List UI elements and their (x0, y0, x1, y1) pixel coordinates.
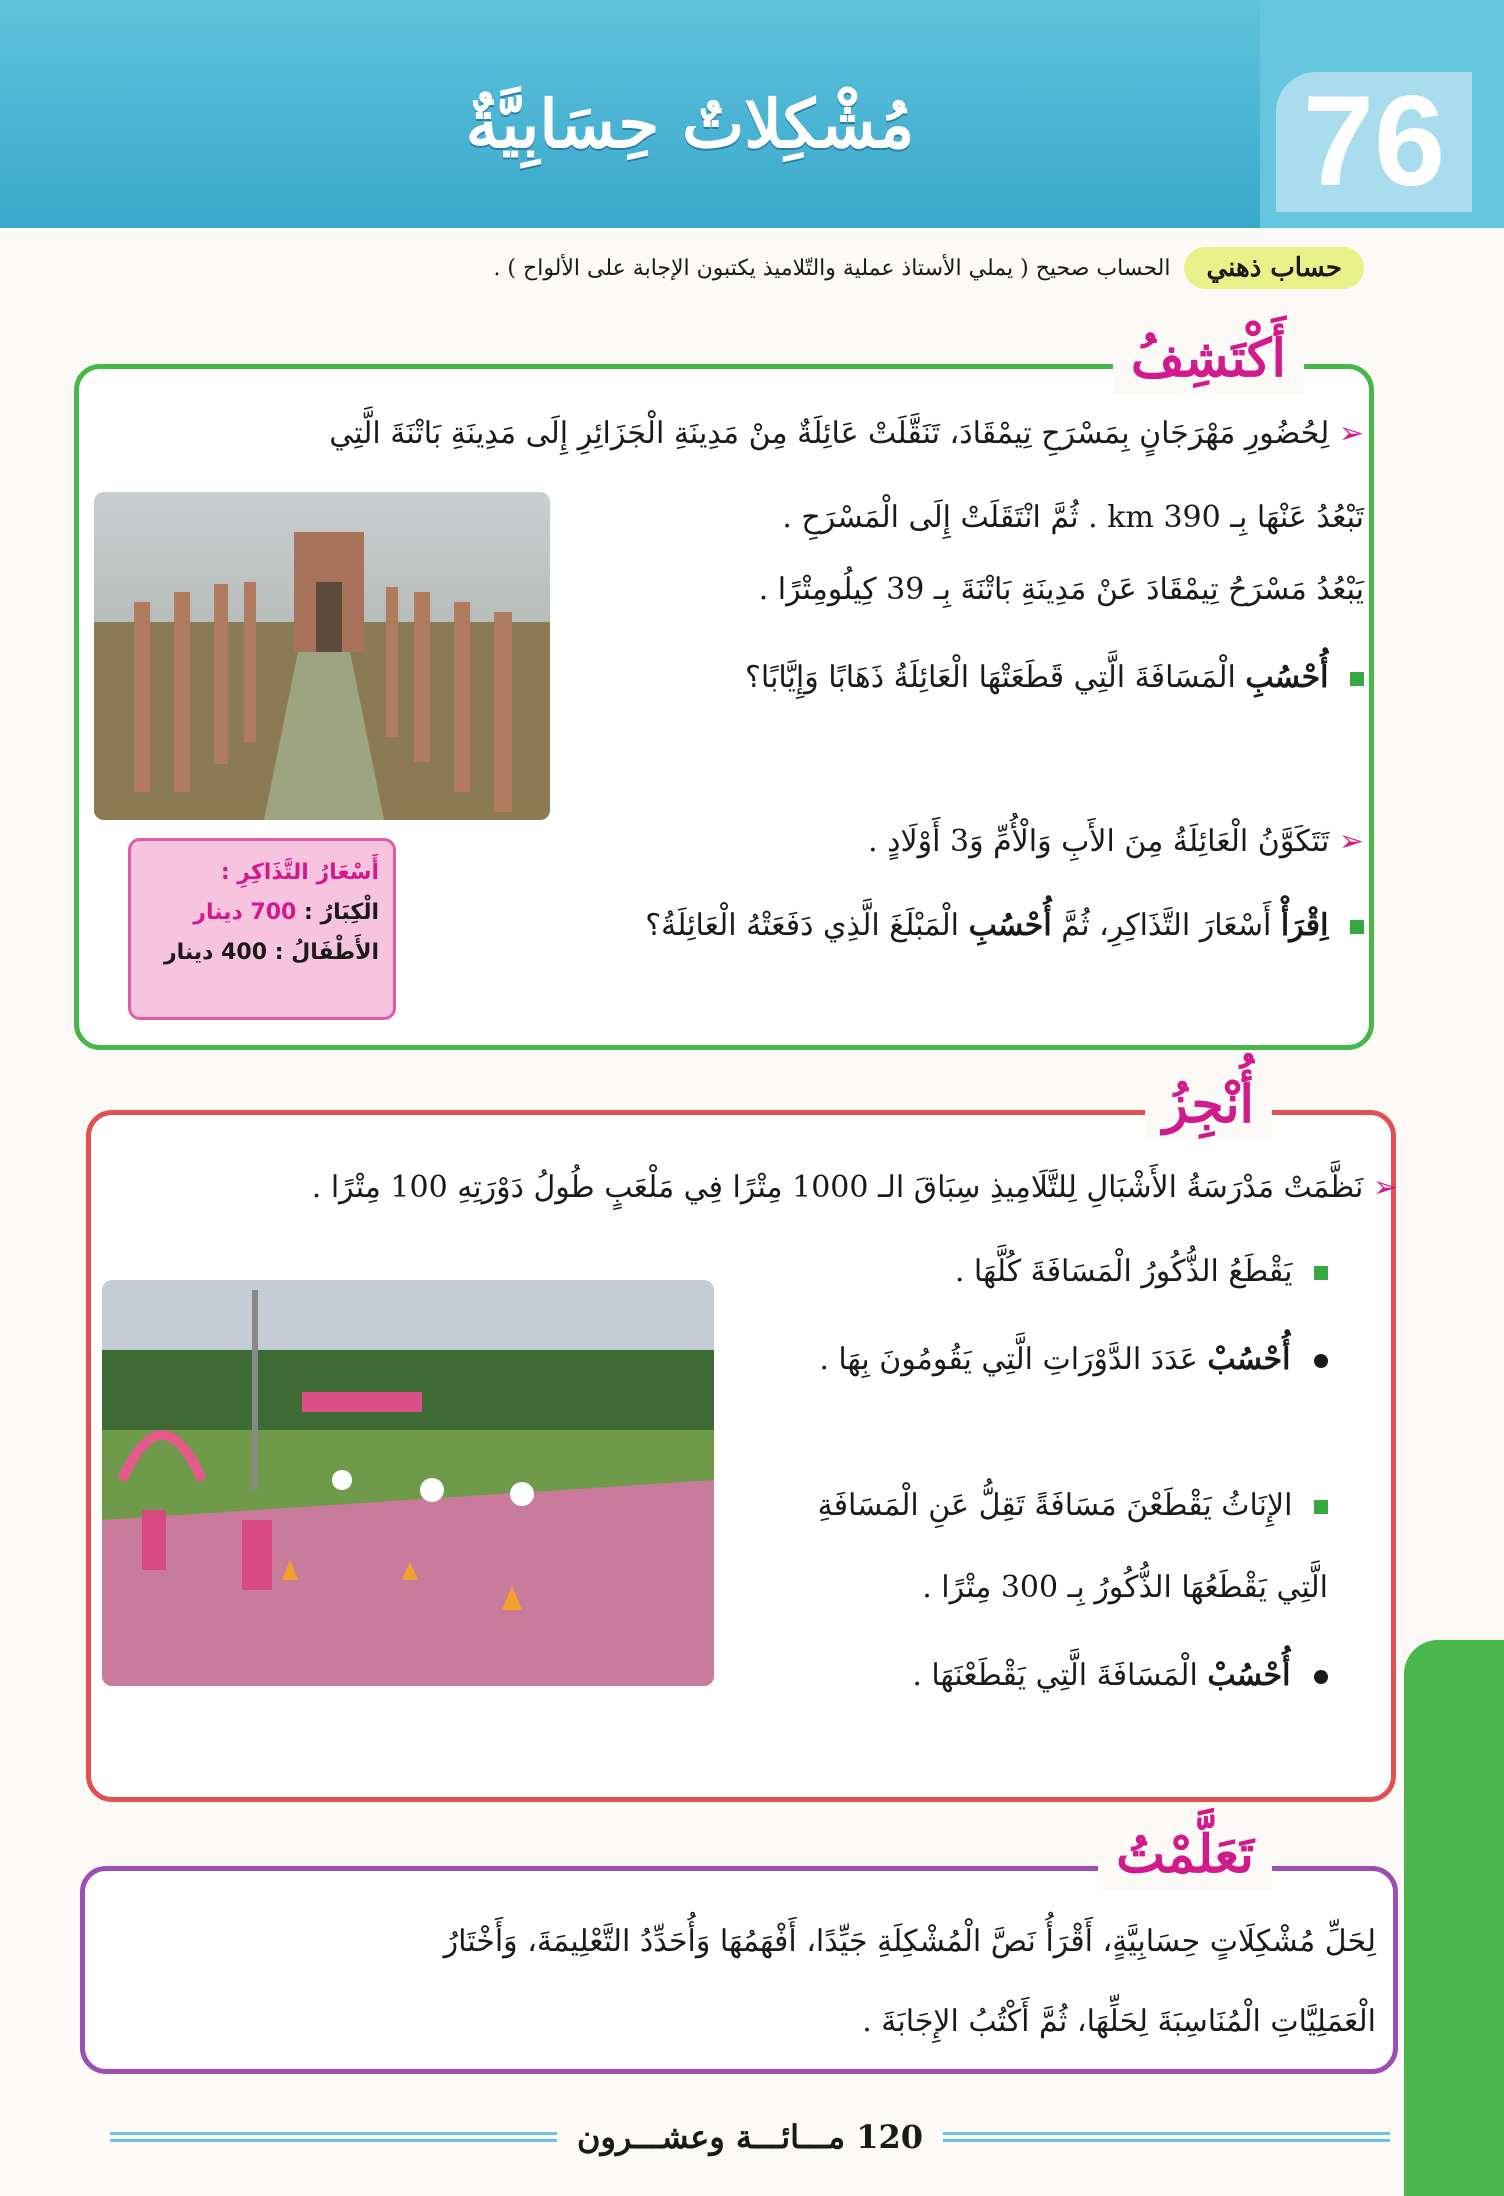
footer-rule-left (110, 2132, 557, 2142)
achieve-question-2: أُحْسُبْ الْمَسَافَةَ الَّتِي يَقْطَعْنَهَا . (912, 1654, 1328, 1698)
discover-question-2: اِقْرَأْ أَسْعَارَ التَّذَاكِرِ، ثُمَّ أُحْسُبِ الْمَبْلَغَ الَّذِي دَفَعَتْهُ الْعَائِلَةُ؟ (645, 904, 1364, 948)
learned-line-1: لِحَلِّ مُشْكِلَاتٍ حِسَابِيَّةٍ، أَقْرَأُ نَصَّ الْمُشْكِلَةِ جَيِّدًا، أَفْهَمُهَا وَأُحَدِّدُ التَّعْلِيمَةَ، وَأَخْتَارُ (443, 1924, 1376, 1959)
footer-page-number: 120 مـــائـــة وعشـــرون (576, 2118, 924, 2156)
arrow-icon: ➢ (1338, 416, 1364, 451)
ticket-prices-box (128, 838, 396, 1020)
footer-rule-right (943, 2132, 1390, 2142)
page-title: مُشْكِلاتٌ حِسَابِيَّةٌ (465, 85, 915, 163)
bullet-dot-icon (1314, 1670, 1328, 1684)
achieve-title: أُنْجِزُ (1145, 1070, 1272, 1140)
achieve-line-4: الَّتِي يَقْطَعُهَا الذُّكُورُ بِـ 300 مِتْرًا . (922, 1570, 1328, 1605)
achieve-line-2: يَقْطَعُ الذُّكُورُ الْمَسَافَةَ كُلَّهَا . (955, 1250, 1328, 1294)
discover-line-4: ➢ تَتَكَوَّنُ الْعَائِلَةُ مِنَ الأَبِ وَالْأُمِّ وَ3 أَوْلَادٍ . (868, 824, 1364, 859)
page-number: 76 (1276, 72, 1472, 212)
ticket-kids: الأَطْفَالُ : 400 دينار (163, 940, 379, 965)
discover-line-1: ➢ لِحُضُورِ مَهْرَجَانٍ بِمَسْرَحِ تِيمْقَادَ، تَنَقَّلَتْ عَائِلَةٌ مِنْ مَدِينَةِ الْجَزَائِرِ إِلَى مَدِينَةِ بَاتْنَةَ الَّتِي (329, 416, 1364, 451)
arrow-icon: ➢ (1338, 824, 1364, 859)
page-footer (110, 2112, 1390, 2162)
achieve-line-3: الإِنَاثُ يَقْطَعْنَ مَسَافَةً تَقِلُّ عَنِ الْمَسَافَةِ (818, 1484, 1328, 1528)
discover-line-3: يَبْعُدُ مَسْرَحُ تِيمْقَادَ عَنْ مَدِينَةِ بَاتْنَةَ بِـ 39 كِيلُومِتْرًا . (758, 572, 1364, 607)
timgad-ruins-photo (94, 492, 550, 820)
bullet-square-icon (1314, 1266, 1328, 1280)
discover-title: أَكْتَشِفُ (1113, 324, 1304, 394)
race-track-photo (102, 1280, 714, 1686)
ticket-prices-title: أَسْعَارُ التَّذَاكِرِ : (220, 860, 379, 885)
bullet-square-icon (1350, 920, 1364, 934)
page-number-tab (1260, 0, 1504, 228)
learned-line-2: الْعَمَلِيَّاتِ الْمُنَاسِبَةَ لِحَلِّهَا، ثُمَّ أَكْتُبُ الإِجَابَةَ . (862, 2004, 1376, 2039)
mental-calc-badge: حساب ذهني (1184, 247, 1364, 289)
achieve-line-1: ➢ نَظَّمَتْ مَدْرَسَةُ الأَشْبَالِ لِلتَّلَامِيذِ سِبَاقَ الـ 1000 مِتْرًا فِي مَلْعَبٍ طُولُ دَوْرَتِهِ 100 مِتْرًا . (311, 1170, 1398, 1205)
mental-calc-row (144, 240, 1364, 296)
bullet-dot-icon (1314, 1354, 1328, 1368)
achieve-question-1: أُحْسُبْ عَدَدَ الدَّوْرَاتِ الَّتِي يَقُومُونَ بِهَا . (819, 1338, 1328, 1382)
side-tab (1404, 1640, 1504, 2196)
mental-calc-text: الحساب صحيح ( يملي الأستاذ عملية والتّلاميذ يكتبون الإجابة على الألواح ) . (493, 255, 1171, 281)
bullet-square-icon (1314, 1500, 1328, 1514)
discover-line-2: تَبْعُدُ عَنْهَا بِـ 390 km . ثُمَّ انْتَقَلَتْ إِلَى الْمَسْرَحِ . (782, 500, 1364, 535)
ticket-adults: الْكِبَارُ : 700 دينار (193, 900, 379, 925)
arrow-icon: ➢ (1372, 1170, 1398, 1205)
bullet-square-icon (1350, 672, 1364, 686)
discover-question-1: أُحْسُبِ الْمَسَافَةَ الَّتِي قَطَعَتْهَا الْعَائِلَةُ ذَهَابًا وَإِيَّابًا؟ (745, 656, 1364, 700)
learned-title: تَعَلَّمْتُ (1098, 1820, 1272, 1890)
